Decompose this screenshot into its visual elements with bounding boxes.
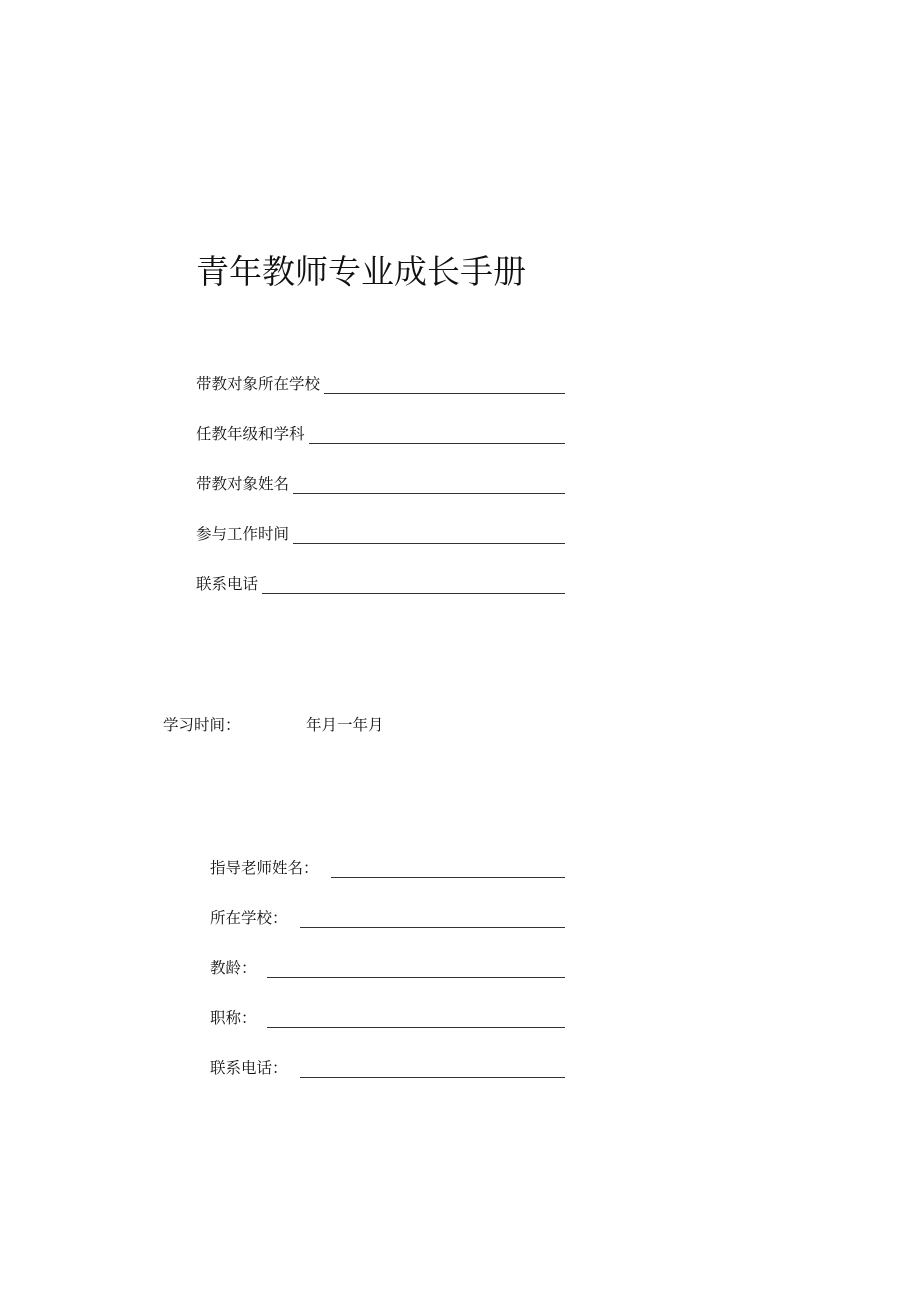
fill-in-line[interactable] bbox=[309, 443, 565, 444]
mentee-work-start-field bbox=[196, 523, 565, 545]
mentor-phone-field bbox=[210, 1057, 565, 1079]
fill-in-line[interactable] bbox=[293, 493, 565, 494]
mentor-name-field bbox=[210, 857, 565, 879]
document-title: 青年教师专业成长手册 bbox=[196, 252, 526, 291]
mentee-grade-subject-field bbox=[196, 423, 565, 445]
fill-in-line[interactable] bbox=[262, 593, 565, 594]
fill-in-line[interactable] bbox=[300, 927, 565, 928]
mentor-title-field bbox=[210, 1007, 565, 1029]
mentee-name-field bbox=[196, 473, 565, 495]
study-time-value: 年月一年月 bbox=[306, 716, 384, 734]
mentor-school-field bbox=[210, 907, 565, 929]
study-time-row bbox=[163, 714, 384, 736]
fill-in-line[interactable] bbox=[300, 1077, 565, 1078]
mentee-phone-field bbox=[196, 573, 565, 595]
mentor-years-field bbox=[210, 957, 565, 979]
field-label: 任教年级和学科 bbox=[196, 425, 305, 443]
field-label: 联系电话 bbox=[196, 575, 259, 593]
field-label: 所在学校： bbox=[210, 909, 288, 927]
fill-in-line[interactable] bbox=[331, 877, 565, 878]
fill-in-line[interactable] bbox=[267, 977, 565, 978]
fill-in-line[interactable] bbox=[293, 543, 565, 544]
field-label: 职称： bbox=[210, 1009, 257, 1027]
field-label: 教龄： bbox=[210, 959, 257, 977]
fill-in-line[interactable] bbox=[324, 393, 565, 394]
study-time-label: 学习时间： bbox=[163, 716, 241, 734]
mentee-school-field bbox=[196, 373, 565, 395]
field-label: 参与工作时间 bbox=[196, 525, 290, 543]
field-label: 带教对象姓名 bbox=[196, 475, 290, 493]
fill-in-line[interactable] bbox=[267, 1027, 565, 1028]
field-label: 带教对象所在学校 bbox=[196, 375, 321, 393]
field-label: 指导老师姓名： bbox=[210, 859, 319, 877]
field-label: 联系电话： bbox=[210, 1059, 288, 1077]
